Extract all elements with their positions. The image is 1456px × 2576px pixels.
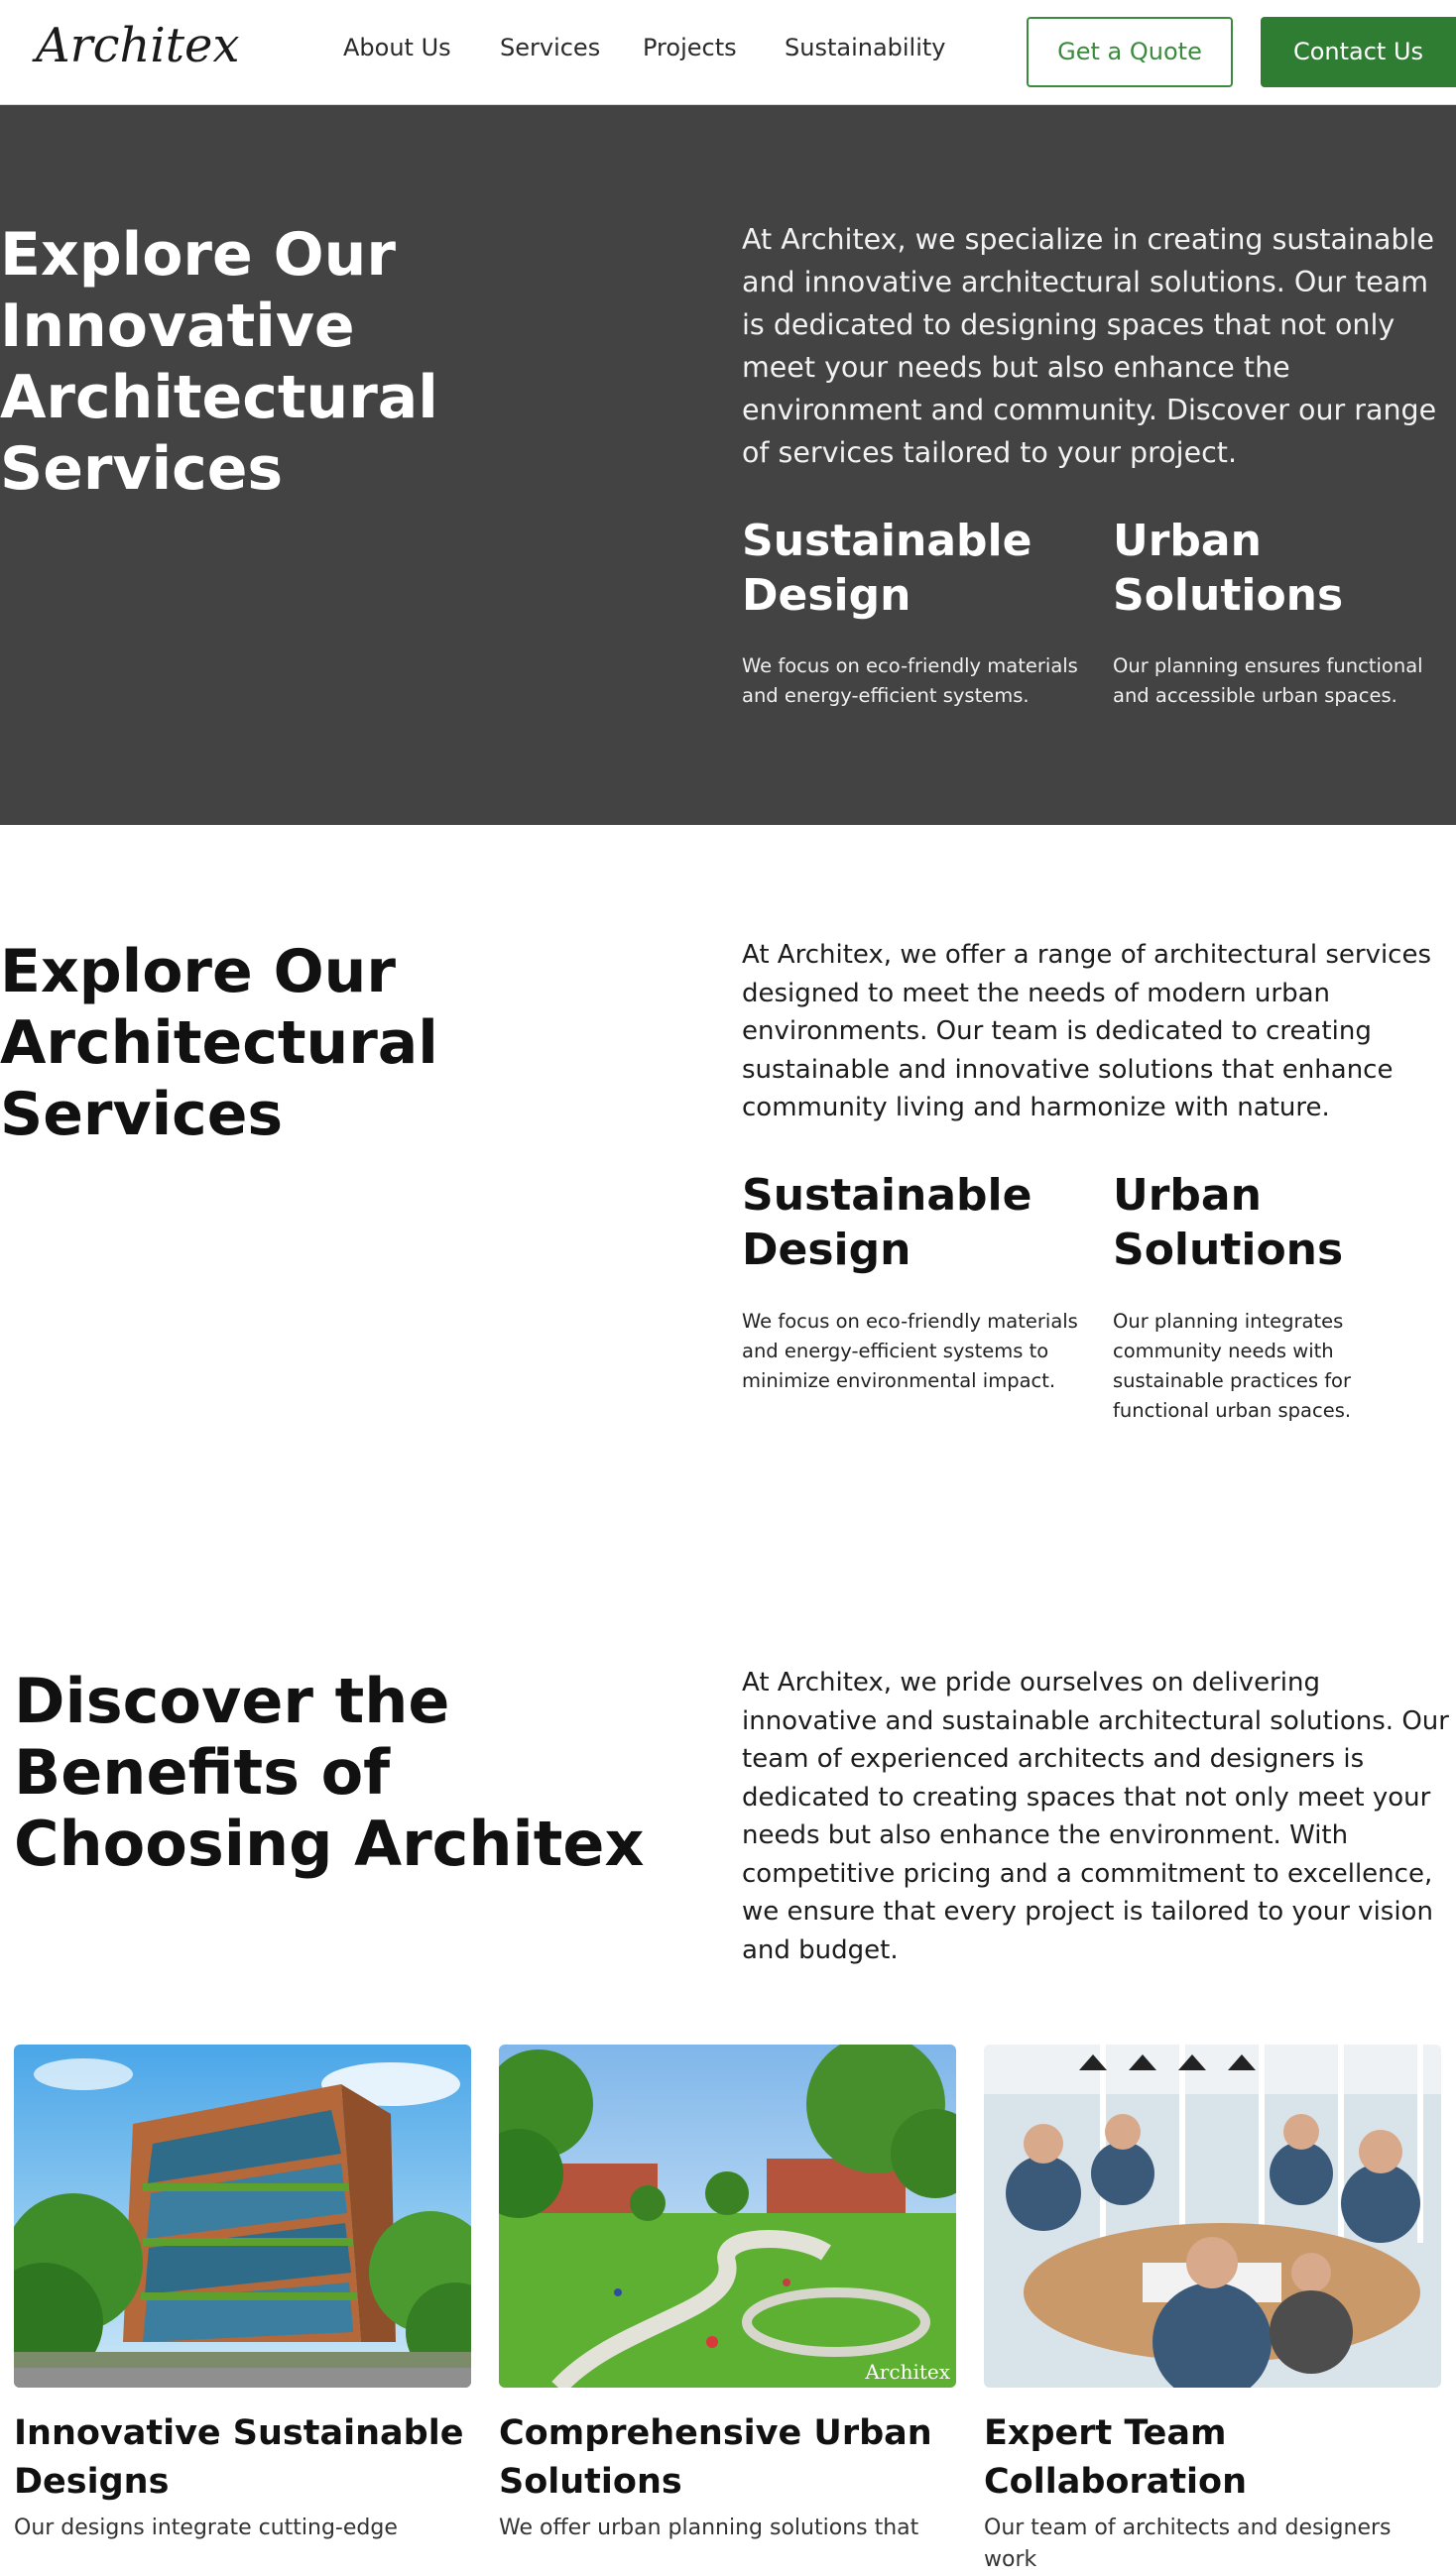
hero-feature-text-urban: Our planning ensures functional and accessible urban spaces. — [1113, 654, 1423, 707]
benefits-section — [0, 1519, 1456, 2572]
benefit-card-title: Comprehensive Urban Solutions — [499, 2413, 932, 2502]
services-lead: At Architex, we offer a range of architectural services designed to meet the needs of modern urban environments. Our team is dedicated to creating sustainable and innovative solutions that enhance community living and harmonize with nature. — [742, 940, 1432, 1122]
logo[interactable]: Architex — [36, 18, 240, 73]
benefit-card-text: Our team of architects and designers work — [984, 2516, 1392, 2572]
top-nav — [0, 0, 1456, 105]
services-feature-title-urban: Urban Solutions — [1113, 1170, 1344, 1275]
services-section — [0, 825, 1456, 1519]
services-feature-title-sustainable: Sustainable Design — [742, 1170, 1032, 1275]
benefits-lead: At Architex, we pride ourselves on delivering innovative and sustainable architectural solutions. Our team of experienced architects and designers is dedicated to creating spaces that not only meet your needs but also enhance the environment. With competitive pricing and a commitment to excellence, we ensure that every project is tailored to your vision and budget. — [742, 1668, 1449, 1965]
hero-section — [0, 105, 1456, 825]
hero-feature-title-sustainable: Sustainable Design — [742, 516, 1032, 621]
nav-about-us[interactable]: About Us — [343, 34, 451, 61]
nav-sustainability[interactable]: Sustainability — [785, 34, 946, 61]
benefit-card-title: Expert Team Collaboration — [984, 2413, 1248, 2502]
benefit-card-text: We offer urban planning solutions that — [499, 2516, 919, 2540]
park-image — [499, 2045, 956, 2388]
hero-lead: At Architex, we specialize in creating sustainable and innovative architectural solutions. Our team is dedicated to designing spaces that not only meet your needs but also enhance the environment and community. Discover our range of services tailored to your project. — [742, 223, 1437, 469]
services-title: Explore Our Architectural Services — [0, 937, 438, 1149]
get-a-quote-button[interactable]: Get a Quote — [1027, 17, 1233, 87]
benefit-card-team[interactable] — [984, 2045, 1441, 2576]
hero-feature-text-sustainable: We focus on eco-friendly materials and energy-efficient systems. — [742, 654, 1078, 707]
benefit-card-urban[interactable] — [499, 2045, 956, 2544]
image-watermark: Architex — [865, 2360, 950, 2384]
benefit-card-text: Our designs integrate cutting-edge — [14, 2516, 398, 2540]
team-meeting-image — [984, 2045, 1441, 2388]
benefit-card-sustainable[interactable] — [14, 2045, 471, 2544]
benefit-card-title: Innovative Sustainable Designs — [14, 2413, 464, 2502]
services-feature-text-sustainable: We focus on eco-friendly materials and energy-efficient systems to minimize environmental impact. — [742, 1310, 1078, 1392]
nav-services[interactable]: Services — [500, 34, 601, 61]
nav-projects[interactable]: Projects — [643, 34, 737, 61]
hero-feature-title-urban: Urban Solutions — [1113, 516, 1344, 621]
services-feature-text-urban: Our planning integrates community needs with sustainable practices for functional urban spaces. — [1113, 1310, 1352, 1422]
benefits-title: Discover the Benefits of Choosing Architex — [14, 1665, 645, 1880]
contact-us-button[interactable]: Contact Us — [1261, 17, 1456, 87]
green-building-image — [14, 2045, 471, 2388]
hero-title: Explore Our Innovative Architectural Services — [0, 220, 438, 504]
